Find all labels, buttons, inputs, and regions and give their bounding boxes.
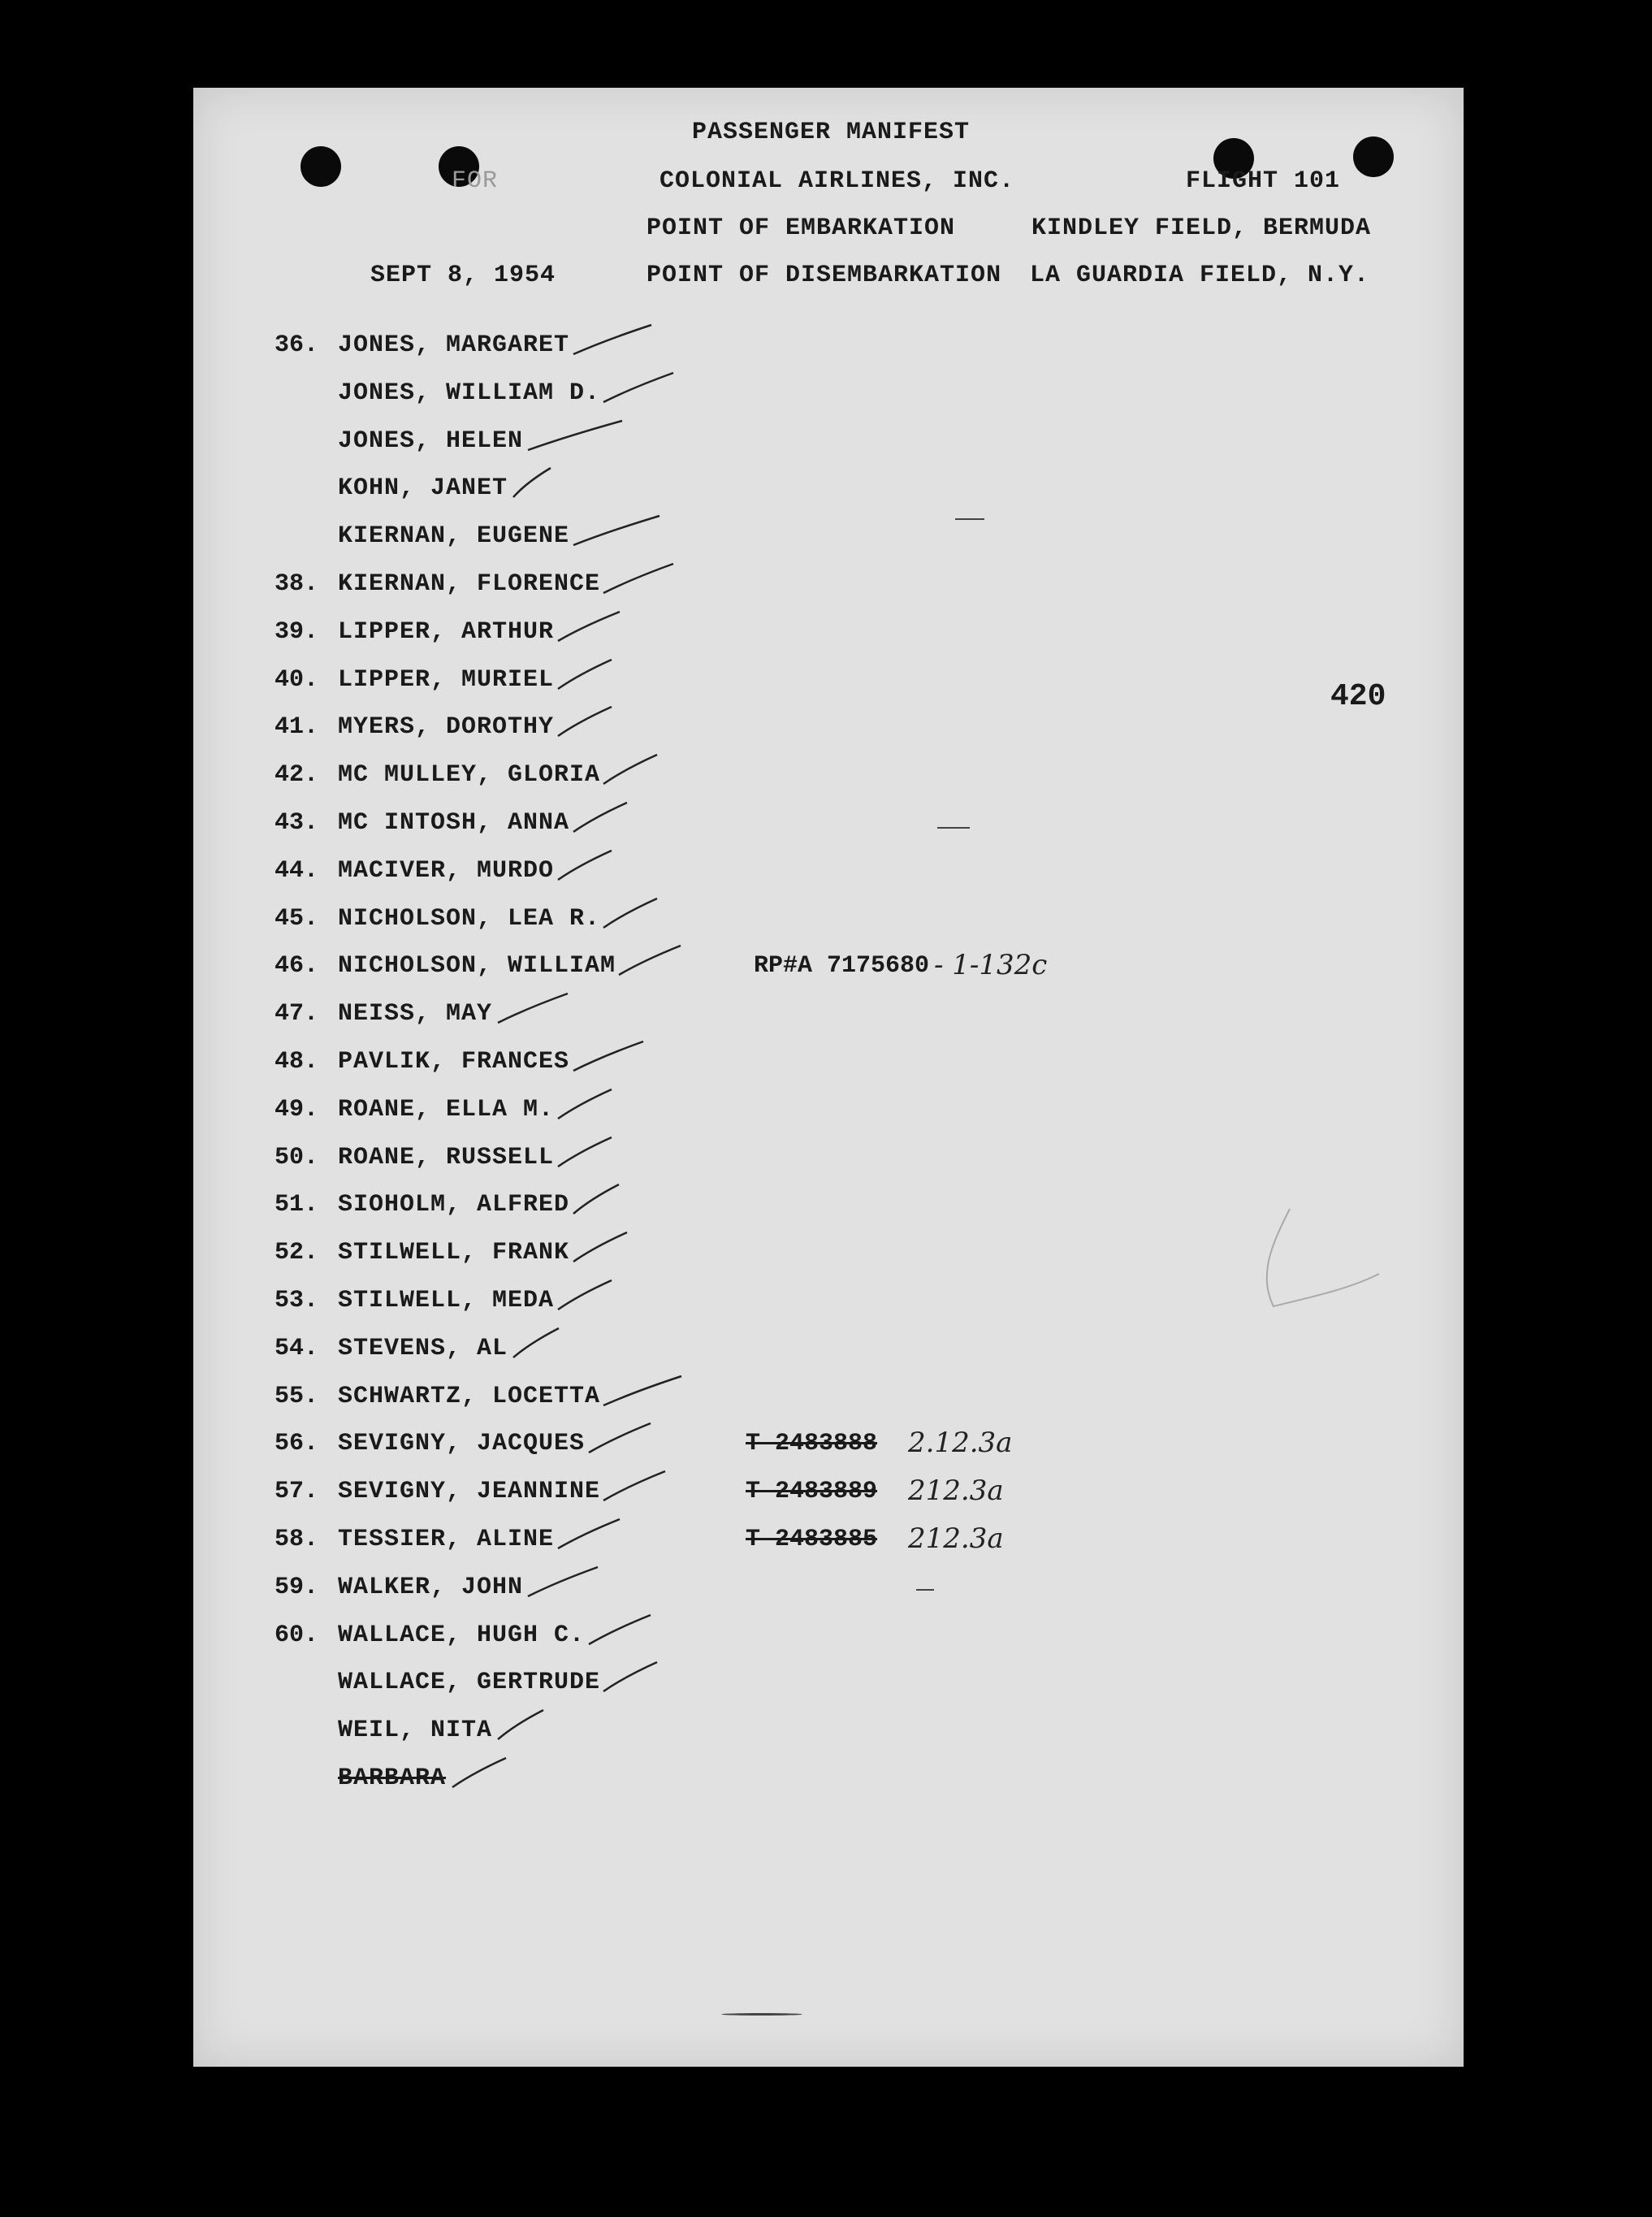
check-mark (600, 1371, 690, 1412)
passenger-row (193, 1000, 1464, 1033)
passenger-name: TESSIER, ALINE (338, 1526, 555, 1553)
check-mark (555, 1275, 644, 1316)
passenger-name: MYERS, DOROTHY (338, 713, 555, 741)
passenger-note: RP#A 7175680 (754, 952, 930, 980)
check-mark (570, 1037, 660, 1077)
passenger-name: SEVIGNY, JACQUES (338, 1430, 586, 1457)
passenger-name: SCHWARTZ, LOCETTA (338, 1383, 601, 1410)
disembarkation-value: LA GUARDIA FIELD, N.Y. (1030, 262, 1370, 289)
check-mark (555, 1132, 644, 1173)
passenger-name: LIPPER, ARTHUR (338, 618, 555, 646)
passenger-row (193, 1383, 1464, 1415)
punch-hole (1353, 136, 1394, 177)
check-mark (600, 1657, 690, 1698)
passenger-name: WALLACE, GERTRUDE (338, 1669, 601, 1696)
passenger-number: 39. (275, 618, 319, 646)
passenger-row (193, 1574, 1464, 1606)
passenger-name: KIERNAN, EUGENE (338, 522, 570, 550)
check-mark (555, 702, 644, 743)
stray-mark (937, 827, 970, 829)
passenger-row (193, 857, 1464, 890)
passenger-row (193, 1144, 1464, 1176)
passenger-row (193, 905, 1464, 937)
passenger-name: KOHN, JANET (338, 474, 508, 502)
check-mark (555, 607, 644, 647)
pencil-mark (1241, 1193, 1387, 1323)
passenger-row (193, 1474, 1464, 1510)
passenger-number: 36. (275, 331, 319, 359)
manifest-title: PASSENGER MANIFEST (692, 119, 971, 146)
passenger-name: STILWELL, MEDA (338, 1287, 555, 1314)
passenger-number: 50. (275, 1144, 319, 1171)
embarkation-value: KINDLEY FIELD, BERMUDA (1031, 214, 1372, 242)
check-mark (616, 941, 705, 981)
passenger-row (193, 1048, 1464, 1080)
passenger-name: LIPPER, MURIEL (338, 666, 555, 694)
passenger-name: WEIL, NITA (338, 1717, 493, 1744)
passenger-row (193, 1427, 1464, 1462)
check-mark (555, 655, 644, 695)
check-mark (555, 1085, 644, 1125)
check-mark (495, 1705, 584, 1746)
passenger-number: 43. (275, 809, 319, 837)
faint-header-left-1: FOR (452, 167, 499, 195)
passenger-number: 38. (275, 570, 319, 598)
passenger-name: JONES, MARGARET (338, 331, 570, 359)
passenger-row (193, 427, 1464, 460)
passenger-number: 58. (275, 1526, 319, 1553)
passenger-row (193, 570, 1464, 603)
check-mark (555, 1514, 644, 1555)
passenger-note: T 2483885 (746, 1526, 878, 1553)
check-mark (600, 368, 690, 409)
check-mark (586, 1610, 675, 1651)
passenger-row (193, 522, 1464, 555)
passenger-row (193, 1522, 1464, 1558)
check-mark (495, 989, 584, 1029)
passenger-row (193, 1335, 1464, 1367)
check-mark (570, 320, 660, 361)
passenger-number: 57. (275, 1478, 319, 1505)
check-mark (449, 1753, 538, 1794)
passenger-row (193, 1669, 1464, 1701)
check-mark (570, 798, 660, 838)
passenger-row (193, 1765, 1464, 1797)
passenger-name: NEISS, MAY (338, 1000, 493, 1028)
passenger-row (193, 1096, 1464, 1128)
passenger-name: WALLACE, HUGH C. (338, 1622, 586, 1649)
passenger-name: MACIVER, MURDO (338, 857, 555, 885)
check-mark (525, 1562, 614, 1603)
airline-name: COLONIAL AIRLINES, INC. (660, 167, 1015, 195)
passenger-name: MC INTOSH, ANNA (338, 809, 570, 837)
handwritten-note: - 1-132c (934, 949, 1048, 981)
passenger-number: 51. (275, 1191, 319, 1219)
passenger-number: 46. (275, 952, 319, 980)
passenger-row (193, 379, 1464, 412)
disembarkation-label: POINT OF DISEMBARKATION (647, 262, 1002, 289)
passenger-note: T 2483889 (746, 1478, 878, 1505)
passenger-number: 56. (275, 1430, 319, 1457)
check-mark (510, 463, 599, 504)
passenger-row (193, 761, 1464, 794)
passenger-row (193, 809, 1464, 842)
passenger-name: NICHOLSON, WILLIAM (338, 952, 616, 980)
passenger-name: STEVENS, AL (338, 1335, 508, 1362)
manifest-date: SEPT 8, 1954 (370, 262, 556, 289)
passenger-number: 59. (275, 1574, 319, 1601)
passenger-name: BARBARA (338, 1765, 447, 1792)
passenger-name: PAVLIK, FRANCES (338, 1048, 570, 1076)
handwritten-note: 212.3a (908, 1522, 1004, 1555)
passenger-name: WALKER, JOHN (338, 1574, 524, 1601)
passenger-note: T 2483888 (746, 1430, 878, 1457)
passenger-number: 47. (275, 1000, 319, 1028)
passenger-number: 48. (275, 1048, 319, 1076)
passenger-name: ROANE, RUSSELL (338, 1144, 555, 1171)
passenger-number: 54. (275, 1335, 319, 1362)
passenger-row (193, 331, 1464, 364)
manifest-page (193, 88, 1464, 2067)
passenger-row (193, 618, 1464, 651)
passenger-row (193, 1717, 1464, 1749)
passenger-name: NICHOLSON, LEA R. (338, 905, 601, 933)
stray-mark (721, 2013, 802, 2016)
punch-hole (301, 146, 341, 187)
passenger-row (193, 1622, 1464, 1654)
check-mark (510, 1323, 599, 1364)
passenger-row (193, 949, 1464, 985)
flight-number: FLIGHT 101 (1186, 167, 1341, 195)
passenger-name: SIOHOLM, ALFRED (338, 1191, 570, 1219)
passenger-row (193, 666, 1464, 699)
passenger-name: MC MULLEY, GLORIA (338, 761, 601, 789)
passenger-number: 44. (275, 857, 319, 885)
passenger-name: JONES, WILLIAM D. (338, 379, 601, 407)
check-mark (600, 1466, 690, 1507)
check-mark (600, 894, 690, 934)
passenger-number: 49. (275, 1096, 319, 1124)
check-mark (570, 1228, 660, 1268)
passenger-row (193, 474, 1464, 507)
passenger-number: 60. (275, 1622, 319, 1649)
page-number: 420 (1330, 679, 1386, 714)
passenger-name: ROANE, ELLA M. (338, 1096, 555, 1124)
stray-mark (955, 518, 984, 520)
embarkation-label: POINT OF EMBARKATION (647, 214, 956, 242)
passenger-name: STILWELL, FRANK (338, 1239, 570, 1267)
passenger-number: 53. (275, 1287, 319, 1314)
check-mark (570, 511, 660, 552)
check-mark (600, 559, 690, 600)
passenger-number: 40. (275, 666, 319, 694)
handwritten-note: 212.3a (908, 1474, 1004, 1507)
passenger-name: KIERNAN, FLORENCE (338, 570, 601, 598)
passenger-name: SEVIGNY, JEANNINE (338, 1478, 601, 1505)
passenger-number: 55. (275, 1383, 319, 1410)
check-mark (570, 1180, 660, 1220)
passenger-row (193, 713, 1464, 746)
passenger-number: 42. (275, 761, 319, 789)
handwritten-note: 2.12.3a (908, 1427, 1013, 1459)
passenger-number: 52. (275, 1239, 319, 1267)
check-mark (555, 846, 644, 886)
passenger-number: 45. (275, 905, 319, 933)
check-mark (525, 416, 614, 457)
passenger-name: JONES, HELEN (338, 427, 524, 455)
stray-mark (916, 1589, 934, 1591)
check-mark (600, 750, 690, 790)
check-mark (586, 1418, 675, 1459)
passenger-number: 41. (275, 713, 319, 741)
